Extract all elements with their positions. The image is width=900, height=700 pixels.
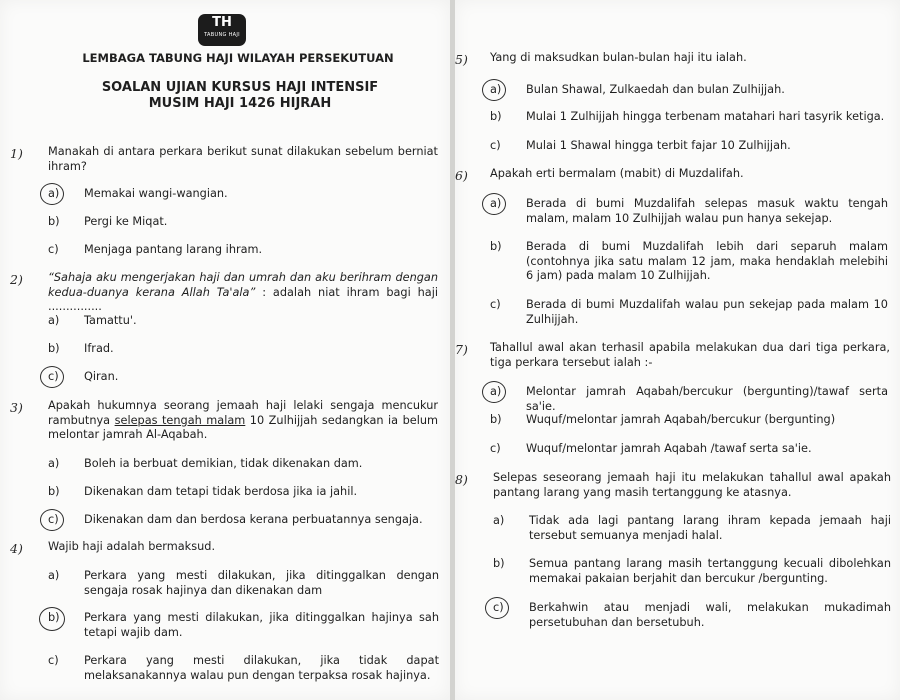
- option-text: Perkara yang mesti dilakukan, jika ditinggalkan hajinya sah tetapi wajib dam.: [84, 611, 439, 639]
- option-label: b): [48, 342, 60, 355]
- option-text: Tidak ada lagi pantang larang ihram kepada jemaah haji tersebut semuanya menjadi halal.: [529, 514, 891, 542]
- question-number: 3): [10, 400, 23, 415]
- option-text: Mulai 1 Zulhijjah hingga terbenam matahari hari tasyrik ketiga.: [526, 110, 885, 123]
- question-number: 4): [10, 541, 23, 556]
- option-text: Qiran.: [84, 370, 119, 383]
- question-text: Apakah erti bermalam (mabit) di Muzdalifah.: [490, 167, 744, 180]
- option-text: Bulan Shawal, Zulkaedah dan bulan Zulhijjah.: [526, 83, 785, 96]
- option-label: c): [490, 139, 501, 152]
- option-text: Ifrad.: [84, 342, 114, 355]
- option-text: Dikenakan dam tetapi tidak berdosa jika ia jahil.: [84, 485, 358, 498]
- question-number: 6): [455, 168, 468, 183]
- exam-title-line1: SOALAN UJIAN KURSUS HAJI INTENSIF: [101, 80, 379, 95]
- option-label: a): [48, 187, 60, 200]
- question-text: Tahallul awal akan terhasil apabila melakukan dua dari tiga perkara, tiga perkara tersebut ialah :-: [490, 341, 890, 369]
- option-text: Semua pantang larang masih tertanggung kecuali dibolehkan memakai pakaian berjahit dan bercukur /bergunting.: [529, 557, 891, 585]
- option-text: Dikenakan dam dan berdosa kerana perbuatannya sengaja.: [84, 513, 423, 526]
- option-label: c): [48, 654, 59, 667]
- option-text: Pergi ke Miqat.: [84, 215, 168, 228]
- option-label: b): [490, 240, 502, 253]
- logo-mark: TH: [212, 15, 232, 30]
- question-text: Wajib haji adalah bermaksud.: [48, 540, 216, 553]
- question-number: 5): [455, 52, 468, 67]
- question-number: 8): [455, 472, 468, 487]
- option-label: c): [490, 442, 501, 455]
- option-label: b): [48, 485, 60, 498]
- question-text: [48, 271, 438, 315]
- institution-heading: LEMBAGA TABUNG HAJI WILAYAH PERSEKUTUAN: [82, 51, 394, 65]
- option-text: Memakai wangi-wangian.: [84, 187, 228, 200]
- option-label: b): [490, 413, 502, 426]
- option-label: c): [490, 298, 501, 311]
- option-label: b): [48, 611, 60, 624]
- question-text: Manakah di antara perkara berikut sunat dilakukan sebelum berniat ihram?: [48, 145, 438, 173]
- option-label: b): [48, 215, 60, 228]
- option-label: a): [493, 514, 505, 527]
- option-text: Wuquf/melontar jamrah Aqabah/bercukur (bergunting): [526, 413, 836, 426]
- question-text-part: 10 Zulhijjah sedangkan ia belum melontar jamrah Al-Aqabah.: [48, 413, 439, 441]
- option-label: c): [48, 513, 59, 526]
- option-label: a): [490, 385, 502, 398]
- page-right: [455, 0, 900, 700]
- question-text-rest: : adalah niat ihram bagi haji ...............: [48, 285, 438, 313]
- question-number: 2): [10, 272, 23, 287]
- option-label: c): [48, 243, 59, 256]
- option-label: b): [490, 110, 502, 123]
- niat-quote: “Sahaja aku mengerjakan haji dan umrah dan aku berihram dengan kedua-duanya kerana Allah Ta'ala”: [48, 271, 438, 299]
- question-text: Yang di maksudkan bulan-bulan haji itu ialah.: [490, 51, 747, 64]
- option-label: a): [48, 569, 60, 582]
- option-text: Berada di bumi Muzdalifah walau pun sekejap pada malam 10 Zulhijjah.: [526, 298, 888, 326]
- option-label: c): [48, 370, 59, 383]
- option-text: Perkara yang mesti dilakukan, jika ditinggalkan dengan sengaja rosak hajinya dan dikenakan dam: [84, 569, 439, 597]
- option-text: Mulai 1 Shawal hingga terbit fajar 10 Zulhijjah.: [526, 139, 791, 152]
- option-text: Wuquf/melontar jamrah Aqabah /tawaf serta sa'ie.: [526, 442, 812, 455]
- question-number: 7): [455, 342, 468, 357]
- tabung-haji-logo: [198, 14, 246, 46]
- option-label: a): [490, 197, 502, 210]
- exam-title: [100, 80, 380, 112]
- underlined-phrase: selepas tengah malam: [114, 413, 246, 427]
- exam-title-line2: MUSIM HAJI 1426 HIJRAH: [148, 96, 332, 111]
- option-label: c): [493, 601, 504, 614]
- question-text-part: Apakah hukumnya seorang jemaah haji lelaki sengaja mencukur rambutnya: [48, 399, 438, 427]
- logo-text: TABUNG HAJI: [204, 32, 240, 38]
- option-text: Melontar jamrah Aqabah/bercukur (bergunting)/tawaf serta sa'ie.: [526, 385, 888, 413]
- option-text: Berada di bumi Muzdalifah lebih dari separuh malam (contohnya jika satu malam 12 jam, maka hendaklah melebihi 6 jam) pada malam 10 Zulhijjah.: [526, 240, 888, 282]
- option-label: a): [48, 457, 60, 470]
- option-text: Berkahwin atau menjadi wali, melakukan mukadimah persetubuhan dan bersetubuh.: [529, 601, 891, 629]
- question-text: Selepas seseorang jemaah haji itu melakukan tahallul awal apakah pantang larang yang masih tertanggung ke atasnya.: [493, 471, 891, 499]
- option-text: Berada di bumi Muzdalifah selepas masuk waktu tengah malam, malam 10 Zulhijjah walau pun hanya sekejap.: [526, 197, 888, 225]
- option-text: Perkara yang mesti dilakukan, jika tidak dapat melaksanakannya walau pun dengan terpaksa rosak hajinya.: [84, 654, 439, 682]
- option-text: Tamattu'.: [84, 314, 137, 327]
- question-text: [48, 399, 438, 443]
- question-number: 1): [10, 146, 23, 161]
- option-label: a): [48, 314, 60, 327]
- option-label: a): [490, 83, 502, 96]
- option-text: Boleh ia berbuat demikian, tidak dikenakan dam.: [84, 457, 363, 470]
- option-label: b): [493, 557, 505, 570]
- option-text: Menjaga pantang larang ihram.: [84, 243, 263, 256]
